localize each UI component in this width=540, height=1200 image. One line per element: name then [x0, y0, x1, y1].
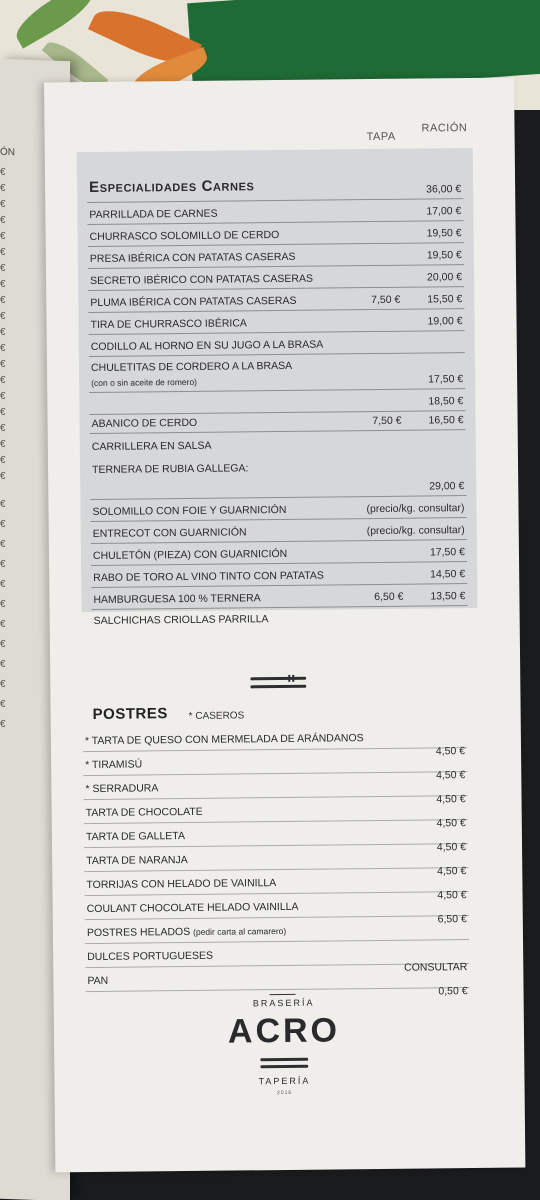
- previous-page-price-mark: €: [0, 422, 6, 434]
- item-name: [87, 925, 286, 939]
- item-name: * SERRADURA: [85, 782, 159, 796]
- item-name: * TARTA DE QUESO CON MERMELADA DE ARÁNDANOS: [84, 732, 364, 748]
- previous-page-price-mark: €: [0, 390, 6, 402]
- menu-item: [92, 604, 468, 630]
- item-note: (pedir carta al camarero): [193, 925, 287, 937]
- item-name: PLUMA IBÉRICA CON PATATAS CASERAS: [90, 294, 297, 309]
- item-name: RABO DE TORO AL VINO TINTO CON PATATAS: [93, 569, 324, 584]
- logo-divider: [270, 994, 296, 995]
- menu-item: [89, 353, 465, 393]
- item-price-racion: 15,50 €: [427, 293, 463, 306]
- previous-page-price-mark: €: [0, 598, 6, 610]
- menu-page: [44, 78, 525, 1173]
- item-price: CONSULTAR: [404, 961, 468, 974]
- item-price: 4,50 €: [437, 865, 467, 878]
- leaf-decoration: [9, 0, 101, 49]
- item-name: ENTRECOT CON GUARNICIÓN: [92, 526, 247, 540]
- item-note: (con o sin aceite de romero): [91, 376, 198, 388]
- previous-page-price-mark: €: [0, 558, 6, 570]
- ternera-label: TERNERA DE RUBIA GALLEGA:: [92, 462, 249, 476]
- previous-page-price-mark: €: [0, 578, 6, 590]
- item-price-racion: 17,50 €: [428, 373, 464, 386]
- previous-page-price-mark: €: [0, 182, 6, 194]
- item-price-racion: 36,00 €: [426, 183, 462, 196]
- item-price: 4,50 €: [436, 793, 466, 806]
- item-price-racion: (precio/kg. consultar): [366, 524, 465, 538]
- item-price-racion: 19,50 €: [426, 227, 462, 240]
- item-name: SECRETO IBÉRICO CON PATATAS CASERAS: [90, 272, 314, 287]
- section-title-postres: POSTRES: [92, 705, 168, 723]
- previous-page-price-mark: €: [0, 198, 6, 210]
- item-name: HAMBURGUESA 100 % TERNERA: [93, 592, 261, 606]
- logo-bottom-text: TAPERÍA: [258, 1075, 311, 1087]
- previous-page-price-mark: €: [0, 454, 6, 466]
- previous-page-price-mark: €: [0, 246, 6, 258]
- restaurant-logo: [203, 979, 365, 1131]
- previous-page-price-mark: €: [0, 470, 6, 482]
- item-name: TARTA DE CHOCOLATE: [85, 805, 203, 820]
- item-name: TORRIJAS CON HELADO DE VAINILLA: [86, 877, 277, 892]
- column-header-tapa: TAPA: [366, 130, 396, 144]
- section-title-especialidades: Especialidades Carnes: [89, 177, 255, 196]
- item-price: 0,50 €: [438, 985, 468, 998]
- previous-page-price-mark: €: [0, 214, 6, 226]
- item-name: CODILLO AL HORNO EN SU JUGO A LA BRASA: [90, 338, 324, 353]
- previous-page-price-mark: €: [0, 718, 6, 730]
- item-name: ABANICO DE CERDO: [91, 416, 198, 430]
- item-name: PRESA IBÉRICA CON PATATAS CASERAS: [89, 250, 296, 265]
- previous-page-price-mark: €: [0, 278, 6, 290]
- item-price-racion: 19,50 €: [426, 249, 462, 262]
- item-name: PAN: [87, 974, 109, 988]
- previous-page-price-mark: €: [0, 618, 6, 630]
- logo-sub-text: 2016: [277, 1089, 293, 1097]
- previous-page-price-mark: €: [0, 658, 6, 670]
- cutlery-icon: [260, 1056, 308, 1071]
- previous-page-price-mark: €: [0, 262, 6, 274]
- previous-page-price-mark: €: [0, 230, 6, 242]
- item-price: 4,50 €: [436, 841, 467, 854]
- previous-page-header: ÓN: [0, 146, 15, 159]
- item-price: 6,50 €: [437, 913, 467, 926]
- previous-page-price-mark: €: [0, 166, 6, 178]
- item-name: COULANT CHOCOLATE HELADO VAINILLA: [86, 900, 299, 916]
- previous-page-price-mark: €: [0, 310, 6, 322]
- item-price-racion: 14,50 €: [430, 568, 466, 581]
- previous-page-price-mark: €: [0, 698, 6, 710]
- item-name: TIRA DE CHURRASCO IBÉRICA: [90, 317, 247, 331]
- item-name: * TIRAMISÚ: [85, 758, 143, 772]
- item-name-text: POSTRES HELADOS: [86, 925, 191, 940]
- previous-page-price-mark: €: [0, 294, 6, 306]
- item-price: 4,50 €: [435, 745, 466, 758]
- previous-page-price-mark: €: [0, 538, 6, 550]
- item-name: CHULETITAS DE CORDERO A LA BRASA: [90, 359, 293, 374]
- previous-page-price-mark: €: [0, 518, 6, 530]
- item-price-racion: 17,00 €: [426, 205, 462, 218]
- previous-page-price-mark: €: [0, 498, 6, 510]
- item-price-tapa: 6,50 €: [374, 590, 404, 604]
- item-price-racion: 20,00 €: [426, 271, 463, 284]
- item-price-racion: 16,50 €: [428, 414, 464, 427]
- logo-main-text: ACRO: [227, 1011, 341, 1051]
- item-price-racion: (precio/kg. consultar): [366, 502, 465, 516]
- item-price-racion: 18,50 €: [428, 395, 464, 408]
- cutlery-icon: [250, 674, 306, 693]
- menu-item: [90, 430, 466, 456]
- previous-page-price-mark: €: [0, 438, 6, 450]
- previous-page-price-mark: €: [0, 374, 6, 386]
- previous-page-price-mark: €: [0, 638, 6, 650]
- item-name: TARTA DE GALLETA: [85, 830, 185, 844]
- previous-page-price-mark: €: [0, 678, 6, 690]
- item-name: DULCES PORTUGUESES: [87, 949, 214, 964]
- item-name: CHULETÓN (PIEZA) CON GUARNICIÓN: [92, 547, 288, 562]
- item-price: 4,50 €: [437, 889, 467, 902]
- item-name: CHURRASCO SOLOMILLO DE CERDO: [89, 229, 280, 243]
- item-name: TARTA DE NARANJA: [86, 853, 188, 868]
- item-price-racion: 17,50 €: [429, 546, 466, 559]
- item-name: SALCHICHAS CRIOLLAS PARRILLA: [93, 613, 269, 627]
- item-price-racion: 29,00 €: [429, 480, 465, 493]
- item-price-tapa: 7,50 €: [371, 293, 401, 307]
- caseros-note: * CASEROS: [188, 710, 245, 722]
- previous-page-price-mark: €: [0, 358, 6, 370]
- item-name: CARRILLERA EN SALSA: [91, 439, 212, 453]
- item-name: SOLOMILLO CON FOIE Y GUARNICIÓN: [92, 503, 287, 518]
- item-name: PARRILLADA DE CARNES: [89, 207, 218, 221]
- previous-page-price-mark: €: [0, 326, 6, 338]
- previous-page-price-mark: €: [0, 406, 6, 418]
- logo-top-text: BRASERÍA: [252, 997, 315, 1009]
- item-price: 4,50 €: [436, 769, 466, 782]
- item-price-racion: 13,50 €: [430, 590, 466, 603]
- item-price: 4,50 €: [436, 817, 466, 830]
- previous-page-price-mark: €: [0, 342, 6, 354]
- item-price-tapa: 7,50 €: [372, 414, 402, 428]
- item-price-racion: 19,00 €: [427, 315, 463, 328]
- column-header-racion: RACIÓN: [421, 122, 468, 135]
